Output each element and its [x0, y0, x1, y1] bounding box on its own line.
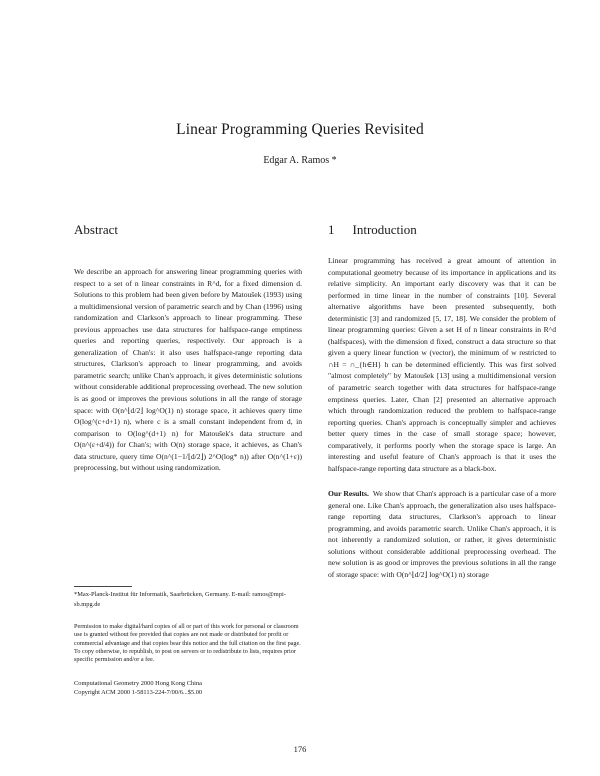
our-results-text: We show that Chan's approach is a particular case of a more general one. Like Chan's approach, the generalization also uses halfspace-range reporting data structures, Clarkson's approach to linear programming, and avoids parametric search. Unlike Chan's approach, it is not inherently a randomized solution, or rather, it gives deterministic solutions without considerable additional preprocessing overhead. The new solution is as good or improves the previous solutions in all the range of storage space: with O(n^⌊d/2⌋ log^O(1) n) storage	[328, 489, 556, 579]
permission-notice: Permission to make digital/hard copies of all or part of this work for personal or classroom use is granted without fee provided that copies are not made or distributed for profit or commercial advantage and that copies bear this notice and the full citation on the first page. To copy otherwise, to republish, to post on servers or to redistribute to lists, requires prior specific permission and/or a fee.	[74, 623, 301, 664]
author-line: Edgar A. Ramos *	[263, 155, 337, 166]
abstract-body	[74, 266, 302, 474]
introduction-heading	[328, 222, 417, 238]
section-title: Introduction	[352, 222, 417, 237]
abstract-heading: Abstract	[74, 222, 119, 237]
our-results-body	[328, 488, 556, 580]
our-results-runin: Our Results.	[328, 489, 369, 498]
conference-name: Computational Geometry 2000 Hong Kong China	[74, 680, 202, 687]
abstract-text: We describe an approach for answering linear programming queries with respect to a set of n linear constraints in R^d, for a fixed dimension d. Solutions to this problem had been given before by Matoušek (1993) using a multidimensional version of parametric search and by Chan (1996) using randomization and Clarkson's approach to linear programming. These previous approaches use data structures for halfspace-range emptiness queries and reporting queries, respectively. Our approach is a generalization of Chan's: it also uses halfspace-range reporting data structures, Clarkson's approach to linear programming, and avoids parametric search; unlike Chan's approach, it gives deterministic solutions without considerable additional preprocessing overhead. The new solution is as good or improves the previous solutions in all the range of storage space: with O(n^⌊d/2⌋ log^O(1) n) storage space, it achieves query time O(log^(c+d+1) n), where c is a small constant independent from d, in comparison to O(log^(d+1) n) for Matoušek's data structure and O(n^(ε+d/4)) for Chan's; with O(n) storage space, it achieves, as Chan's data structure, query time O(n^(1−1/⌊d/2⌋) 2^O(log* n)) after O(n^(1+ε)) preprocessing, but without using randomization.	[74, 267, 302, 473]
paper-title: Linear Programming Queries Revisited	[176, 121, 424, 138]
page-number: 176	[293, 744, 307, 754]
introduction-body	[328, 255, 556, 474]
author-footnote: *Max-Planck-Institut für Informatik, Saarbrücken, Germany. E-mail: ramos@mpi-sb.mpg.de	[74, 591, 286, 608]
copyright-line: Copyright ACM 2000 1-58113-224-7/00/6...$5.00	[74, 688, 203, 696]
intro-paragraph-2	[328, 488, 556, 580]
conference-info	[74, 680, 302, 698]
intro-paragraph-1: Linear programming has received a great amount of attention in computational geometry because of its importance in applications and its relative simplicity. An important early discovery was that it can be performed in time linear in the number of constraints [10]. Several alternative algorithms have been presented subsequently, both deterministic [3] and randomized [5, 17, 18]. We consider the problem of linear programming queries: Given a set H of n linear constraints in R^d (halfspaces), with the dimension d fixed, construct a data structure so that given a query linear function w (vector), the minimum of w restricted to ∩H = ∩_{h∈H} h can be determined efficiently. This was first solved "almost completely" by Matoušek [13] using a multidimensional version of parametric search together with data structures for halfspace-range emptiness queries. Later, Chan [2] presented an alternative approach which through randomization reduced the problem to halfspace-range reporting queries. Chan's approach is conceptually simpler and achieves better query times in the case of small storage space; however, comparatively, it performs poorly when the storage space is large. An interesting and useful feature of Chan's approach is that it uses the halfspace-range reporting data structure as a black-box.	[328, 256, 556, 473]
section-number: 1	[328, 222, 335, 237]
footnote-rule	[74, 586, 132, 587]
